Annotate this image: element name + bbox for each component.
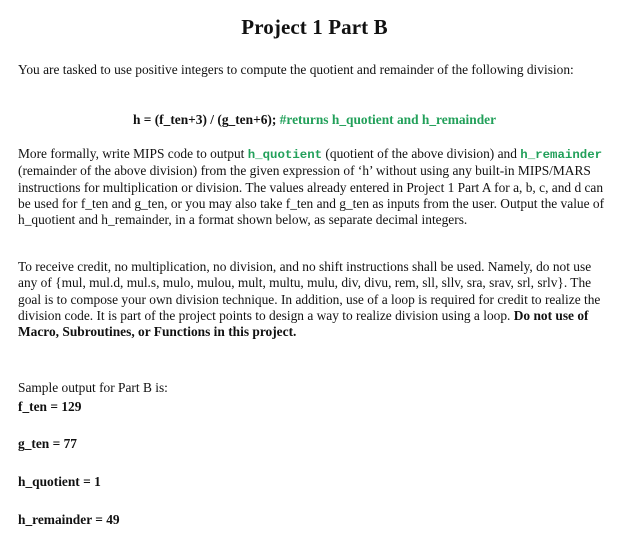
formula-comment: #returns h_quotient and h_remainder <box>279 112 497 127</box>
sample-line-h-remainder: h_remainder = 49 <box>18 512 120 527</box>
h-quotient-term: h_quotient <box>247 148 323 162</box>
sample-output-heading: Sample output for Part B is: <box>18 380 168 395</box>
sample-line-h-quotient: h_quotient = 1 <box>18 474 101 489</box>
sample-line-g-ten: g_ten = 77 <box>18 436 77 451</box>
formal-text-2: (quotient of the above division) and <box>322 146 521 161</box>
credit-bold-note: Do not use of Macro, Subroutines, or Functions in this project. <box>18 307 589 340</box>
formal-paragraph <box>18 146 610 228</box>
h-remainder-term: h_remainder <box>520 148 603 162</box>
credit-paragraph <box>18 259 610 340</box>
sample-line-f-ten: f_ten = 129 <box>18 399 82 414</box>
formal-text-1: More formally, write MIPS code to output <box>18 146 248 161</box>
credit-text: To receive credit, no multiplication, no division, and no shift instructions shall be used. Namely, do not use any of {mul, mul.d, mul.s, mulo, mulou, mult, multu, mulu, div, divu, rem, sll, sllv, sra, srav, srl, srlv}. The goal is to compose your own division technique. In addition, use of a loop is required for credit to realize the division code. It is part of the project points to design a way to realize division using a loop. <box>18 259 601 323</box>
formula-expression: h = (f_ten+3) / (g_ten+6); <box>132 112 280 127</box>
formula-line <box>0 112 629 128</box>
intro-paragraph: You are tasked to use positive integers to compute the quotient and remainder of the following division: <box>18 62 574 77</box>
page-title: Project 1 Part B <box>241 15 388 39</box>
formal-text-3: (remainder of the above division) from the given expression of ‘h’ without using any built-in MIPS/MARS instructions for multiplication or division. The values already entered in Project 1 Part A for a, b, c, and d can be used for f_ten and g_ten, or you may also take f_ten and g_ten as inputs from the user. Output the value of h_quotient and h_remainder, in a format shown below, as separate decimal integers. <box>18 163 605 228</box>
